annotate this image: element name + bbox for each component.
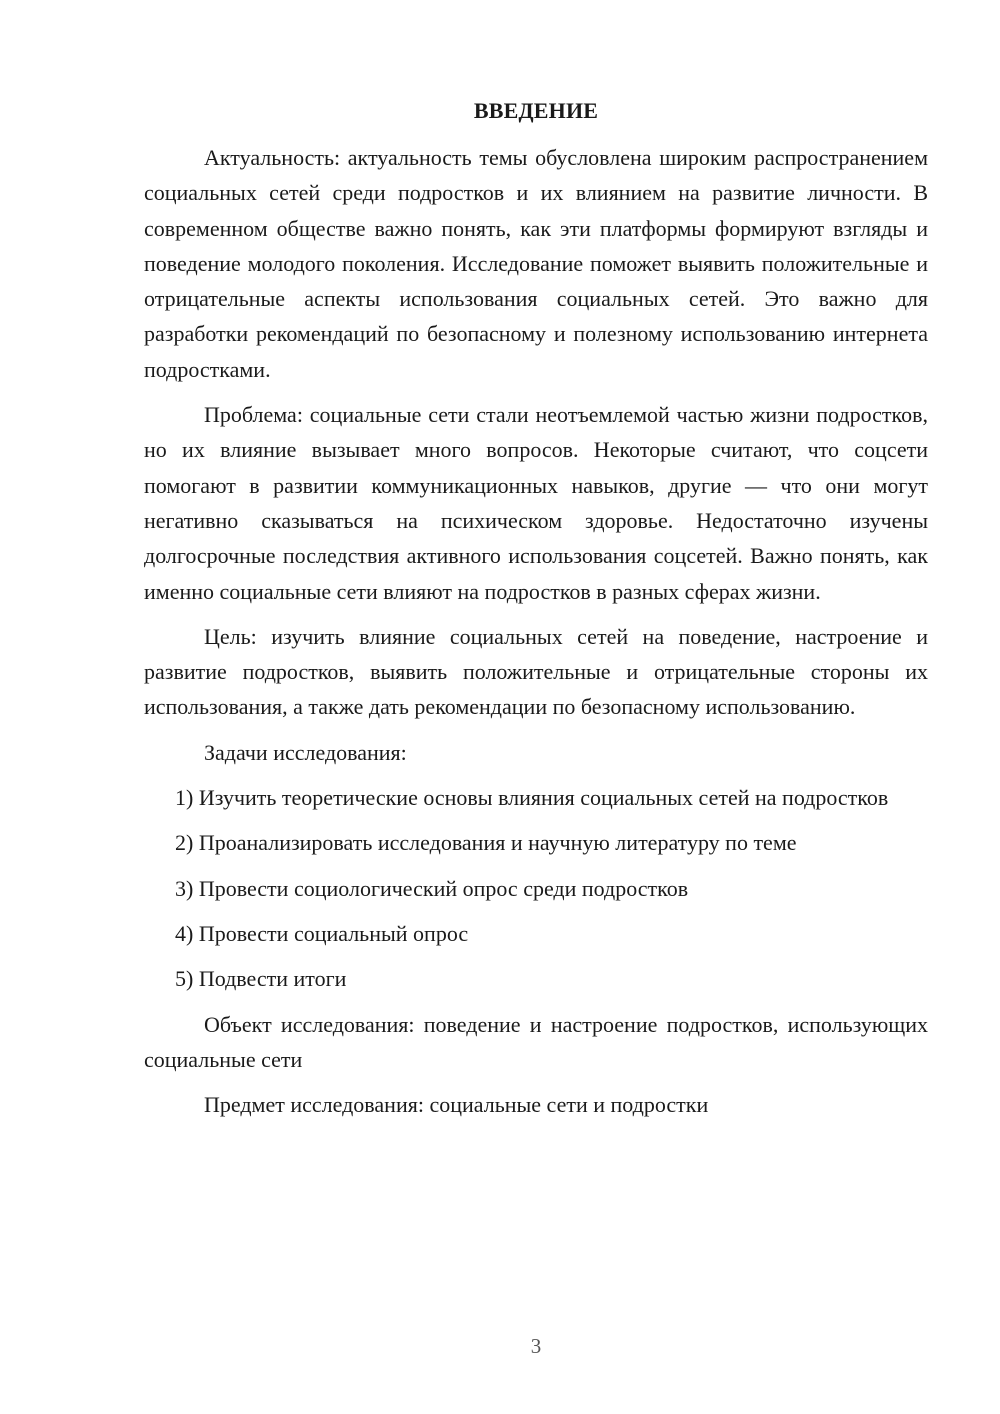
page-content xyxy=(144,96,928,1122)
tasks-heading: Задачи исследования: xyxy=(204,739,407,765)
paragraph-relevance: Актуальность: актуальность темы обусловлена широким распространением социальных сетей среди подростков и их влиянием на развитие личности. В современном обществе важно понять, как эти платформы формируют взгляды и поведение молодого поколения. Исследование поможет выявить положительные и отрицательные аспекты использования социальных сетей. Это важно для разработки рекомендаций по безопасному и полезному использованию интернета подростками. xyxy=(144,145,928,382)
paragraph-object: Объект исследования: поведение и настроение подростков, использующих социальные сети xyxy=(144,1011,928,1072)
page-number: 3 xyxy=(530,1334,542,1358)
task-item: 4) Провести социальный опрос xyxy=(175,920,469,946)
page-title: ВВЕДЕНИЕ xyxy=(473,98,599,123)
task-item: 2) Проанализировать исследования и научную литературу по теме xyxy=(175,830,797,856)
paragraph-subject: Предмет исследования: социальные сети и подростки xyxy=(204,1092,709,1118)
task-item: 3) Провести социологический опрос среди подростков xyxy=(175,875,689,901)
tasks-list xyxy=(144,780,928,996)
task-item: 1) Изучить теоретические основы влияния социальных сетей на подростков xyxy=(175,785,889,811)
paragraph-problem: Проблема: социальные сети стали неотъемлемой частью жизни подростков, но их влияние вызывает много вопросов. Некоторые считают, что соцсети помогают в развитии коммуникационных навыков, другие — что они могут негативно сказываться на психическом здоровье. Недостаточно изучены долгосрочные последствия активного использования соцсетей. Важно понять, как именно социальные сети влияют на подростков в разных сферах жизни. xyxy=(144,402,928,604)
paragraph-goal: Цель: изучить влияние социальных сетей на поведение, настроение и развитие подростков, выявить положительные и отрицательные стороны их использования, а также дать рекомендации по безопасному использованию. xyxy=(144,623,928,720)
task-item: 5) Подвести итоги xyxy=(175,966,347,992)
